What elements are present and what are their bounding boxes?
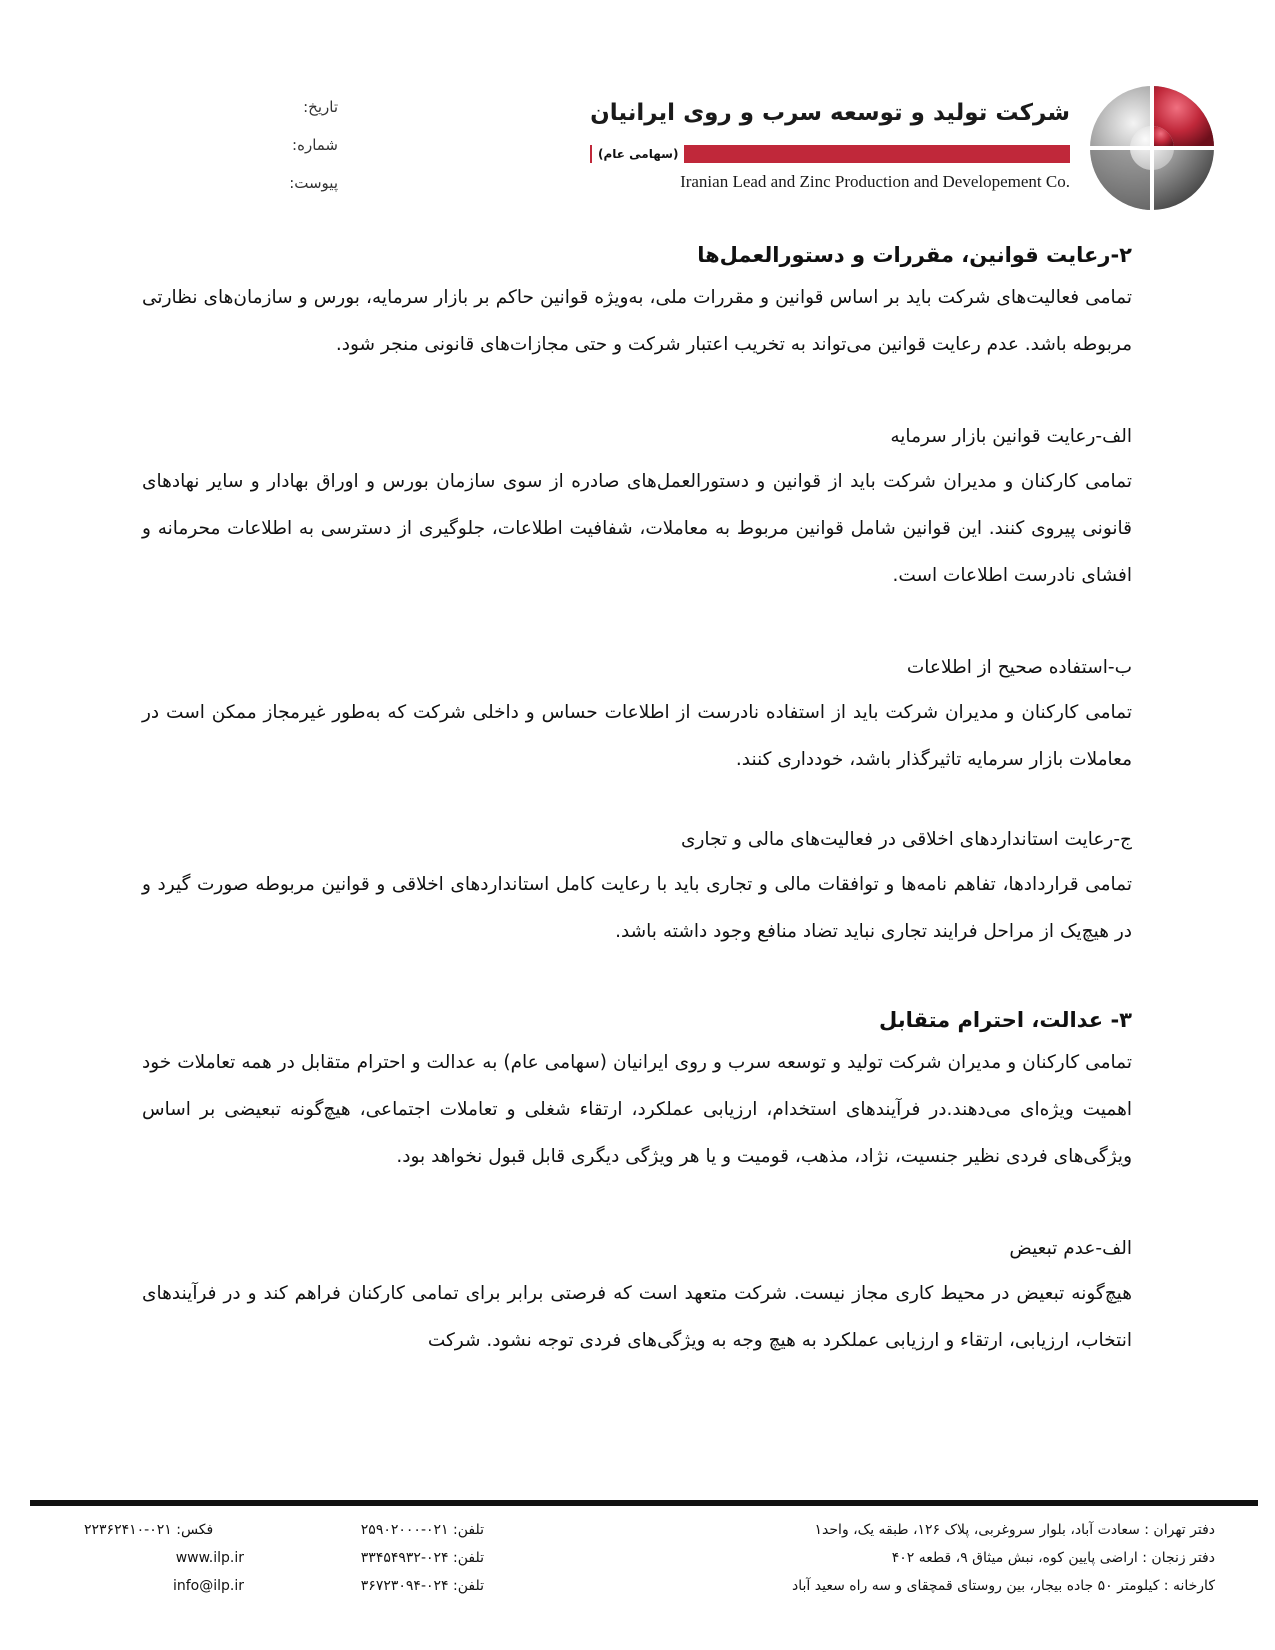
date-label: تاریخ: bbox=[303, 98, 338, 116]
footer-addresses bbox=[680, 1516, 1215, 1600]
footer-contacts bbox=[84, 1516, 484, 1600]
phone-factory: تلفن: ۰۲۴-۳۶۷۲۳۰۹۴ bbox=[360, 1578, 484, 1594]
phone-tehran: تلفن: ۰۲۱-۲۵۹۰۲۰۰۰ bbox=[360, 1522, 484, 1538]
section-3-heading: ۳- عدالت، احترام متقابل bbox=[878, 1008, 1132, 1032]
company-type-tag: (سهامی عام) bbox=[592, 145, 684, 163]
section-3a-title: الف-عدم تبعیض bbox=[1009, 1238, 1132, 1259]
company-name-persian: شرکت تولید و توسعه سرب و روی ایرانیان bbox=[590, 100, 1070, 126]
email-link[interactable]: info@ilp.ir bbox=[172, 1578, 244, 1594]
section-2a-title: الف-رعایت قوانین بازار سرمایه bbox=[890, 426, 1132, 447]
company-logo-icon bbox=[1088, 84, 1216, 212]
section-2-paragraph: تمامی فعالیت‌های شرکت باید بر اساس قوانین و مقررات ملی، به‌ویژه قوانین حاکم بر بازار سرمایه، بورس و سازمان‌های نظارتی مربوطه باشد. عدم رعایت قوانین می‌تواند به تخریب اعتبار شرکت و حتی مجازات‌های قانونی منجر شود. bbox=[142, 287, 1132, 355]
letter-meta-fields bbox=[220, 96, 338, 210]
section-2-heading: ۲-رعایت قوانین، مقررات و دستورالعمل‌ها bbox=[697, 243, 1132, 267]
section-3-paragraph: تمامی کارکنان و مدیران شرکت تولید و توسعه سرب و روی ایرانیان (سهامی عام) به عدالت و احترام متقابل در همه تعاملات خود اهمیت ویژه‌ای می‌دهند.در فرآیندهای استخدام، ارزیابی عملکرد، ارتقاء شغلی و تعاملات اجتماعی، هیچ‌گونه تبعیضی بر اساس ویژگی‌های فردی نظیر جنسیت، نژاد، مذهب، قومیت و یا هر ویژگی دیگری قابل قبول نخواهد بود. bbox=[142, 1052, 1132, 1167]
address-tehran: دفتر تهران : سعادت آباد، بلوار سروغربی، پلاک ۱۲۶، طبقه یک، واحد۱ bbox=[814, 1522, 1215, 1538]
document-body bbox=[142, 238, 1132, 1364]
phone-zanjan: تلفن: ۰۲۴-۳۳۴۵۴۹۳۲ bbox=[360, 1550, 484, 1566]
section-2c-title: ج-رعایت استانداردهای اخلاقی در فعالیت‌های مالی و تجاری bbox=[680, 829, 1132, 850]
company-name-english: Iranian Lead and Zinc Production and Developement Co. bbox=[680, 172, 1070, 191]
attachment-label: پیوست: bbox=[289, 174, 338, 192]
fax-number: فکس: ۰۲۱-۲۲۳۶۲۴۱۰ bbox=[84, 1522, 214, 1538]
address-factory: کارخانه : کیلومتر ۵۰ جاده بیجار، بین روستای قمچقای و سه راه سعید آباد bbox=[792, 1578, 1215, 1594]
section-3a-paragraph: هیچ‌گونه تبعیض در محیط کاری مجاز نیست. شرکت متعهد است که فرصتی برابر برای تمامی کارکنان فراهم کند و در فرآیندهای انتخاب، ارزیابی، ارتقاء و ارزیابی عملکرد به هیچ وجه به ویژگی‌های فردی توجه نشود. شرکت bbox=[142, 1283, 1132, 1351]
section-2b-paragraph: تمامی کارکنان و مدیران شرکت باید از استفاده نادرست از اطلاعات حساس و داخلی شرکت که به‌طور غیرمجاز ممکن است در معاملات بازار سرمایه تاثیرگذار باشد، خودداری کنند. bbox=[142, 702, 1132, 770]
section-2b-title: ب-استفاده صحیح از اطلاعات bbox=[906, 657, 1132, 678]
section-2a-paragraph: تمامی کارکنان و مدیران شرکت باید از قوانین و دستورالعمل‌های صادره از سوی سازمان بورس و اوراق بهادار و سایر نهادهای قانونی پیروی کنند. این قوانین شامل قوانین مربوط به معاملات، شفافیت اطلاعات، جلوگیری از دسترسی به اطلاعات محرمانه و افشای نادرست اطلاعات است. bbox=[142, 471, 1132, 586]
website-link[interactable]: www.ilp.ir bbox=[175, 1550, 244, 1566]
address-zanjan: دفتر زنجان : اراضی پایین کوه، نبش میثاق ۹، قطعه ۴۰۲ bbox=[891, 1550, 1215, 1566]
footer-divider bbox=[30, 1500, 1258, 1506]
number-label: شماره: bbox=[292, 136, 338, 154]
section-2c-paragraph: تمامی قراردادها، تفاهم نامه‌ها و توافقات مالی و تجاری باید با رعایت کامل استانداردهای اخلاقی و قوانین مربوطه صورت گیرد و در هیچ‌یک از مراحل فرایند تجاری نباید تضاد منافع وجود داشته باشد. bbox=[142, 874, 1132, 942]
